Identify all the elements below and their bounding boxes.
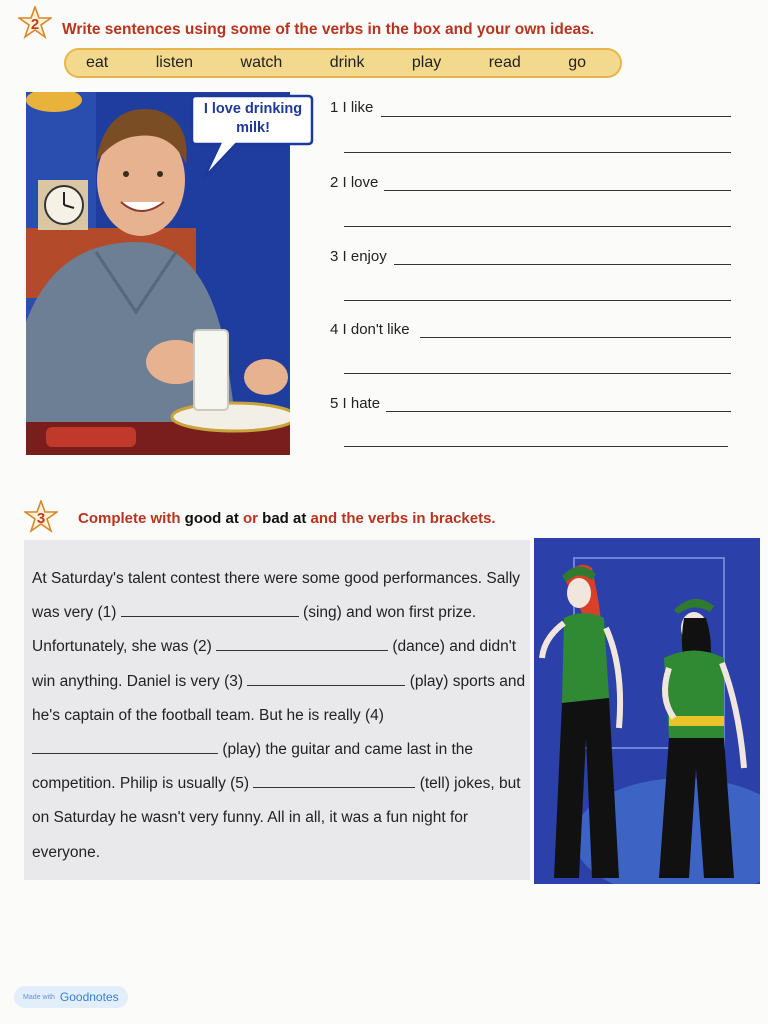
verb-box [64, 48, 622, 78]
prompt-1 [330, 99, 373, 116]
prompt-4-text: I don't like [342, 321, 410, 338]
prompt-4-number: 4 [330, 321, 339, 338]
answer-line-2a[interactable] [384, 190, 731, 191]
verb-go: go [568, 54, 586, 71]
answer-line-5b[interactable] [344, 446, 728, 447]
exercise-2-number-badge [18, 6, 52, 45]
verb-watch: watch [240, 54, 283, 71]
answer-line-1a[interactable] [381, 116, 731, 117]
prompt-3-text: I enjoy [342, 248, 387, 265]
title-part-bad-at: bad at [262, 510, 307, 527]
gap-4[interactable] [32, 739, 218, 754]
answer-line-3a[interactable] [394, 264, 731, 265]
prompt-2-text: I love [342, 174, 379, 191]
title-part-rest: and the verbs in brackets. [306, 510, 496, 527]
badge-made-with: Made with [23, 993, 55, 1001]
prompt-2-number: 2 [330, 174, 339, 191]
verb-read: read [488, 54, 521, 71]
prompt-3 [330, 248, 387, 265]
verb-listen: listen [155, 54, 194, 71]
exercise-3-title [78, 510, 496, 527]
verb-play: play [411, 54, 442, 71]
gap-2[interactable] [216, 636, 388, 651]
hint-5: (tell) [419, 775, 450, 793]
prompt-1-number: 1 [330, 99, 339, 116]
answer-line-4b[interactable] [344, 373, 731, 374]
hint-1: (sing) [303, 604, 342, 622]
title-part-good-at: good at [184, 510, 239, 527]
gap-1[interactable] [121, 602, 299, 617]
text-part-2: and won first prize. Unfortunately, she was (2) [32, 604, 477, 656]
text-part-5: the guitar and came last in the competition. Philip is usually (5) [32, 741, 474, 793]
title-part-complete: Complete with [78, 510, 185, 527]
verb-drink: drink [329, 54, 365, 71]
singers-illustration [534, 538, 760, 884]
prompt-3-number: 3 [330, 248, 339, 265]
title-part-or: or [238, 510, 263, 527]
answer-line-5a[interactable] [386, 411, 731, 412]
exercise-3-paragraph [32, 562, 532, 870]
text-part-1: At Saturday's talent contest there were some good performances. Sally was very (1) [32, 570, 521, 622]
verb-eat: eat [86, 54, 109, 71]
star-icon [24, 500, 58, 534]
singers-drawing [534, 538, 760, 884]
gap-5[interactable] [253, 773, 415, 788]
hint-2: (dance) [392, 638, 445, 656]
answer-line-4a[interactable] [420, 337, 731, 338]
text-part-4: sports and he's captain of the football team. But he is really (4) [32, 672, 526, 724]
hint-3: (play) [409, 672, 449, 690]
prompt-5-number: 5 [330, 395, 339, 412]
gap-3[interactable] [247, 671, 405, 686]
prompt-1-text: I like [342, 99, 374, 116]
speech-bubble [190, 92, 314, 182]
exercise-3-number-badge [24, 500, 58, 539]
hint-4: (play) [222, 741, 262, 759]
prompt-5-text: I hate [342, 395, 381, 412]
exercise-2-title: Write sentences using some of the verbs in the box and your own ideas. [62, 21, 594, 38]
goodnotes-badge [14, 986, 128, 1008]
exercise-2-number: 2 [30, 16, 40, 33]
prompt-5 [330, 395, 380, 412]
answer-line-1b[interactable] [344, 152, 731, 153]
answer-line-3b[interactable] [344, 300, 731, 301]
text-part-6: jokes, but on Saturday he wasn't very funny. All in all, it was a fun night for everyone. [32, 775, 521, 861]
exercise-3-number: 3 [36, 510, 46, 527]
badge-brand: Goodnotes [59, 990, 119, 1004]
star-icon [18, 6, 52, 40]
answer-line-2b[interactable] [344, 226, 731, 227]
prompt-2 [330, 174, 378, 191]
prompt-4 [330, 321, 410, 338]
text-part-3: and didn't win anything. Daniel is very (3) [32, 638, 516, 690]
speech-bubble-text: I love drinking milk! [203, 101, 303, 136]
